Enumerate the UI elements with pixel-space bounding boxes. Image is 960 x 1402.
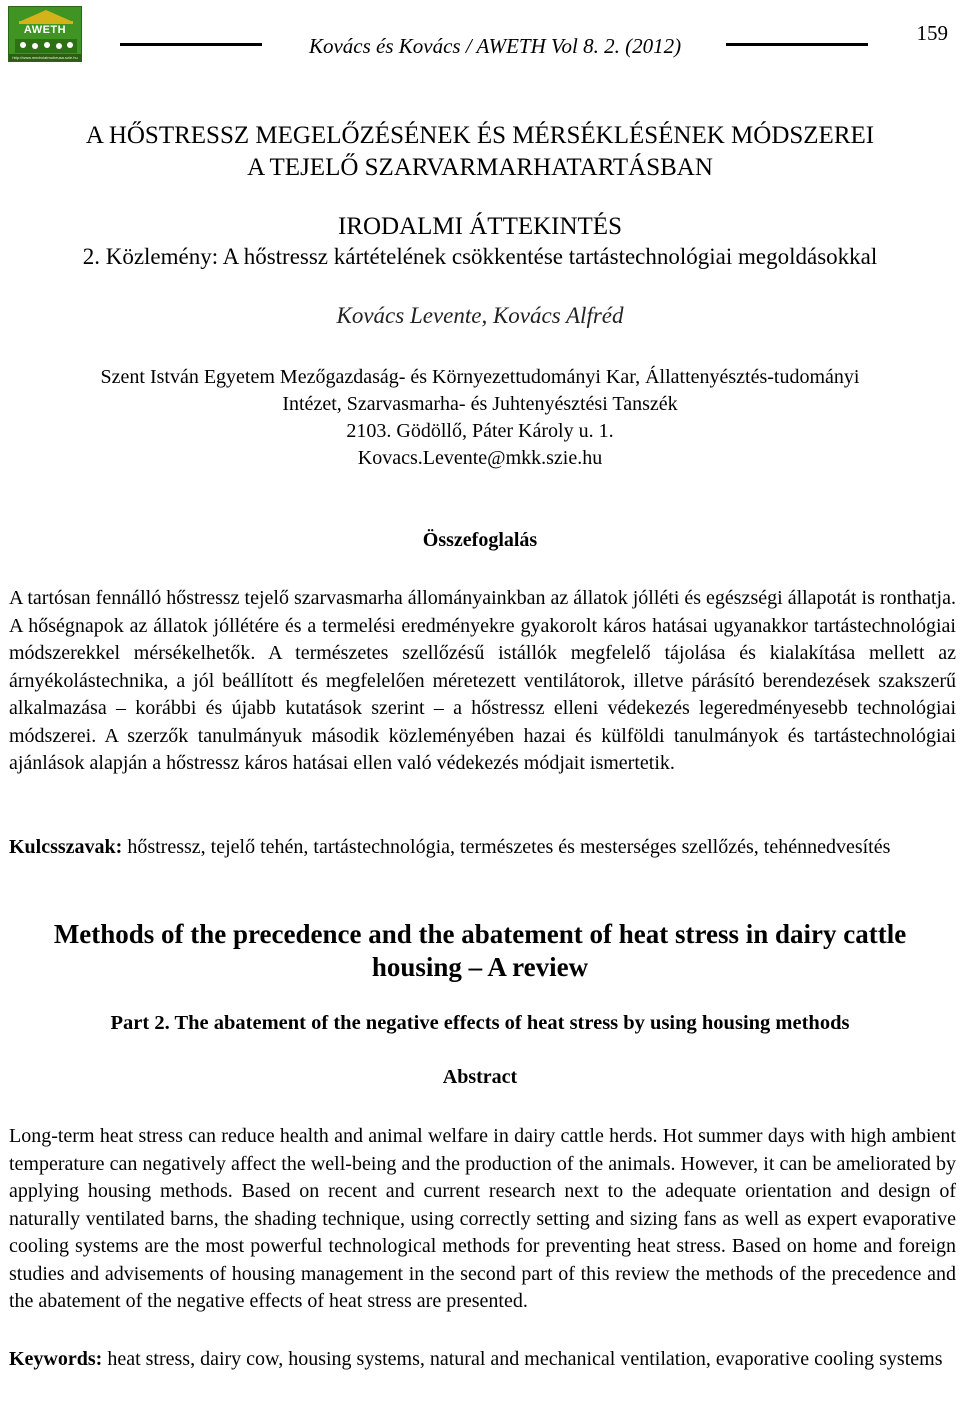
abstract-text-en: Long-term heat stress can reduce health and animal welfare in dairy cattle herds. Hot summer days with high ambient temperature can negatively affect the well-being and the production of the animals. However, it can be ameliorated by applying housing methods. Based on recent and current research next to the adequate orientation and design of naturally ventilated barns, the shading technique, using correctly setting and sizing fans as well as expert evaporative cooling systems are the most powerful technological methods for preventing heat stress. Based on home and foreign studies and advisements of housing management in the second part of this review the methods of the precedence and the abatement of the negative effects of heat stress are presented. bbox=[9, 1125, 956, 1312]
header-rule-left bbox=[120, 43, 262, 46]
author-email[interactable]: Kovacs.Levente@mkk.szie.hu bbox=[357, 447, 603, 469]
title-en-line1: Methods of the precedence and the abatement of heat stress in dairy cattle bbox=[53, 919, 907, 949]
keywords-list-en: heat stress, dairy cow, housing systems, natural and mechanical ventilation, evaporative cooling systems bbox=[102, 1348, 943, 1370]
summary-text-hu: A tartósan fennálló hőstressz tejelő szarvasmarha állományainkban az állatok jólléti és egészségi állapotát is ronthatja. A hőségnapok az állatok jóllétére és a termelési eredményekre gyakorolt káros hatásai ugyanakkor tartástechnológiai módszerekkel mérsékelhetők. A természetes szellőzésű istállók megfelelő tájolása és kialakítása mellett az árnyékolástechnika, a jól beállított és megfelelően méretezett ventilátorok, illetve párásító berendezések szakszerű alkalmazása – korábbi és újabb kutatások szerint – a hőstressz elleni védekezés legeredményesebb technológiai módszerei. A szerzők tanulmányuk második közleményében hazai és külföldi tanulmányok és tartástechnológiai ajánlások alapján a hőstressz káros hatásai ellen való védekezés módjait ismertetik. bbox=[9, 587, 956, 774]
title-en bbox=[0, 918, 960, 984]
summary-heading-hu: Összefoglalás bbox=[422, 529, 538, 551]
affiliation-line1: Szent István Egyetem Mezőgazdaság- és Környezettudományi Kar, Állattenyésztés-tudományi bbox=[100, 366, 860, 388]
keywords-label-hu: Kulcsszavak: bbox=[9, 836, 123, 858]
keywords-hu bbox=[9, 834, 956, 862]
title-hu bbox=[0, 120, 960, 184]
logo-url: http://www.medrolatmoheusa.szie.hu bbox=[12, 55, 78, 60]
affiliation-line2: Intézet, Szarvasmarha- és Juhtenyésztési Tanszék bbox=[282, 393, 678, 415]
part-title-en: Part 2. The abatement of the negative effects of heat stress by using housing methods bbox=[110, 1012, 850, 1034]
keywords-en bbox=[9, 1346, 956, 1374]
header-rule-right bbox=[726, 43, 868, 46]
logo-label: AWETH bbox=[23, 24, 67, 36]
abstract-heading: Abstract bbox=[442, 1066, 518, 1088]
keywords-label-en: Keywords: bbox=[9, 1348, 103, 1370]
title-hu-line2: A TEJELŐ SZARVARMARHATARTÁSBAN bbox=[247, 154, 713, 181]
subtitle-hu: 2. Közlemény: A hőstressz kártételének csökkentése tartástechnológiai megoldásokkal bbox=[82, 244, 878, 269]
page-number: 159 bbox=[916, 21, 948, 45]
title-hu-line1: A HŐSTRESSZ MEGELŐZÉSÉNEK ÉS MÉRSÉKLÉSÉNEK MÓDSZEREI bbox=[85, 122, 875, 149]
title-en-line2: housing – A review bbox=[371, 952, 589, 982]
journal-logo bbox=[8, 6, 82, 62]
keywords-list-hu: hőstressz, tejelő tehén, tartástechnológia, természetes és mesterséges szellőzés, tehénnedvesítés bbox=[122, 836, 891, 858]
running-head: Kovács és Kovács / AWETH Vol 8. 2. (2012) bbox=[308, 34, 682, 58]
affiliation-address: 2103. Gödöllő, Páter Károly u. 1. bbox=[346, 420, 614, 442]
review-label-hu: IRODALMI ÁTTEKINTÉS bbox=[338, 213, 622, 240]
affiliation bbox=[0, 364, 960, 472]
authors: Kovács Levente, Kovács Alfréd bbox=[336, 303, 624, 328]
